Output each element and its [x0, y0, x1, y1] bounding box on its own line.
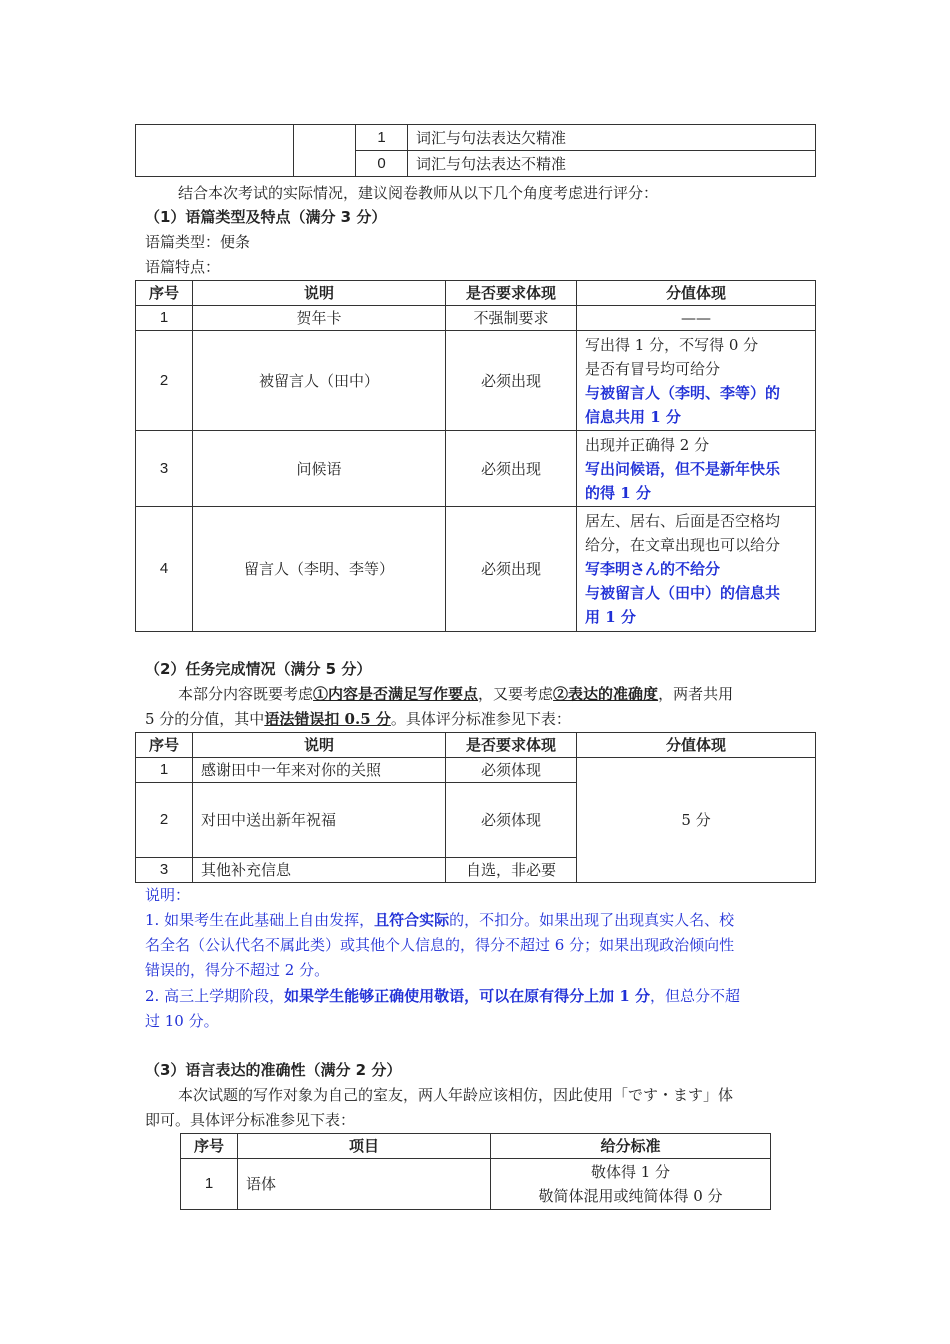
table-row: [136, 431, 816, 507]
row-no: 1: [181, 1159, 238, 1210]
header-criteria: 给分标准: [491, 1134, 771, 1159]
row-desc: 被留言人（田中）: [193, 331, 446, 431]
row-required: 必须出现: [446, 431, 577, 507]
score-description: 词汇与句法表达欠精准: [408, 125, 816, 151]
header-required: 是否要求体现: [446, 281, 577, 306]
text-fragment: 5 分的分值，其中: [145, 710, 265, 728]
row-desc: 贺年卡: [193, 306, 446, 331]
note1-line2: 名全名（公认代名不属此类）或其他个人信息的，得分不超过 6 分；如果出现政治倾向性: [145, 936, 735, 954]
section3-table: [180, 1133, 771, 1210]
row-required: 必须体现: [446, 783, 577, 858]
row-item: 语体: [238, 1159, 491, 1210]
table-row: [136, 306, 816, 331]
header-score: 分值体现: [577, 733, 816, 758]
header-item: 项目: [238, 1134, 491, 1159]
header-no: 序号: [181, 1134, 238, 1159]
note-title: 说明：: [145, 886, 191, 904]
section1-heading: （1）语篇类型及特点（满分 3 分）: [145, 208, 387, 226]
text-fragment: ，又要考虑: [478, 685, 554, 703]
note1-line1: [145, 908, 734, 932]
row-criteria: [491, 1159, 771, 1210]
criteria-line: 敬体得 1 分: [590, 1163, 671, 1181]
criteria-line: 敬简体混用或纯简体得 0 分: [538, 1187, 723, 1205]
note2-line2: 过 10 分。: [145, 1012, 219, 1030]
row-required: 自选，非必要: [446, 858, 577, 883]
score-description: 词汇与句法表达不精准: [408, 151, 816, 177]
section1-table: [135, 280, 816, 632]
row-desc: 感谢田中一年来对你的关照: [193, 758, 446, 783]
row-no: 3: [136, 431, 193, 507]
text-fragment: 。具体评分标准参见下表：: [390, 710, 571, 728]
table-row: [136, 758, 816, 783]
row-no: 1: [136, 758, 193, 783]
score-value: 1: [356, 125, 408, 151]
row-desc: 留言人（李明、李等）: [193, 507, 446, 632]
score-line-highlight: 与被留言人（田中）的信息共: [585, 584, 781, 602]
score-line: 写出得 1 分，不写得 0 分: [585, 335, 759, 354]
score-line-highlight: 信息共用 1 分: [585, 407, 681, 426]
row-desc: 对田中送出新年祝福: [193, 783, 446, 858]
score-line-highlight: 的得 1 分: [585, 483, 651, 502]
row-required: 必须出现: [446, 331, 577, 431]
header-required: 是否要求体现: [446, 733, 577, 758]
section2-paragraph-line1: [178, 682, 733, 706]
row-no: 2: [136, 783, 193, 858]
text-fragment: 2. 高三上学期阶段，: [145, 987, 285, 1005]
section2-paragraph-line2: [145, 707, 571, 731]
section3-paragraph-line2: 即可。具体评分标准参见下表：: [145, 1111, 356, 1129]
empty-cell: [136, 125, 294, 177]
score-line-highlight: 用 1 分: [585, 608, 636, 626]
table-row: [181, 1159, 771, 1210]
row-no: 4: [136, 507, 193, 632]
score-value: 0: [356, 151, 408, 177]
header-desc: 说明: [193, 281, 446, 306]
section2-table: [135, 732, 816, 883]
note1-line3: 错误的，得分不超过 2 分。: [145, 961, 330, 979]
text-type-line: 语篇类型：便条: [145, 233, 251, 251]
score-line: 给分，在文章出现也可以给分: [585, 536, 781, 554]
table-row: [136, 507, 816, 632]
row-score: ——: [577, 306, 816, 331]
text-features-line: 语篇特点：: [145, 258, 221, 276]
intro-paragraph: 结合本次考试的实际情况，建议阅卷教师从以下几个角度考虑进行评分：: [178, 184, 659, 202]
key-point-underlined: ①内容是否满足写作要点: [313, 685, 479, 703]
score-line: 是否有冒号均可给分: [585, 359, 721, 378]
key-point-underlined: ②表达的准确度: [553, 685, 659, 703]
text-fragment: 1. 如果考生在此基础上自由发挥，: [145, 911, 375, 929]
section2-heading: （2）任务完成情况（满分 5 分）: [145, 660, 372, 678]
row-no: 1: [136, 306, 193, 331]
text-fragment: 本部分内容既要考虑: [178, 685, 314, 703]
header-no: 序号: [136, 281, 193, 306]
header-score: 分值体现: [577, 281, 816, 306]
row-score: [577, 431, 816, 507]
text-emphasis: 且符合实际: [374, 911, 450, 929]
header-no: 序号: [136, 733, 193, 758]
row-score: [577, 507, 816, 632]
table-row: [136, 331, 816, 431]
row-no: 3: [136, 858, 193, 883]
row-required: 不强制要求: [446, 306, 577, 331]
row-desc: 其他补充信息: [193, 858, 446, 883]
score-line-highlight: 写李明さん的不给分: [585, 560, 721, 578]
text-emphasis: 如果学生能够正确使用敬语，可以在原有得分上加 1 分: [284, 987, 650, 1005]
score-line-highlight: 与被留言人（李明、李等）的: [585, 383, 781, 402]
merged-score: 5 分: [577, 758, 816, 883]
text-fragment: ，两者共用: [658, 685, 734, 703]
text-fragment: ，但总分不超: [649, 987, 740, 1005]
row-score: [577, 331, 816, 431]
row-required: 必须体现: [446, 758, 577, 783]
score-line-highlight: 写出问候语，但不是新年快乐: [585, 459, 781, 478]
row-desc: 问候语: [193, 431, 446, 507]
empty-cell: [294, 125, 356, 177]
row-required: 必须出现: [446, 507, 577, 632]
section3-heading: （3）语言表达的准确性（满分 2 分）: [145, 1061, 402, 1079]
score-line: 出现并正确得 2 分: [585, 435, 710, 454]
note2-line1: [145, 984, 740, 1008]
score-line: 居左、居右、后面是否空格均: [585, 512, 781, 530]
section3-paragraph-line1: 本次试题的写作对象为自己的室友，两人年龄应该相仿，因此使用「です・ます」体: [178, 1086, 734, 1104]
key-point-underlined: 语法错误扣 0.5 分: [264, 710, 391, 728]
top-score-table: [135, 124, 816, 177]
row-no: 2: [136, 331, 193, 431]
header-desc: 说明: [193, 733, 446, 758]
text-fragment: 的，不扣分。如果出现了出现真实人名、校: [449, 911, 735, 929]
